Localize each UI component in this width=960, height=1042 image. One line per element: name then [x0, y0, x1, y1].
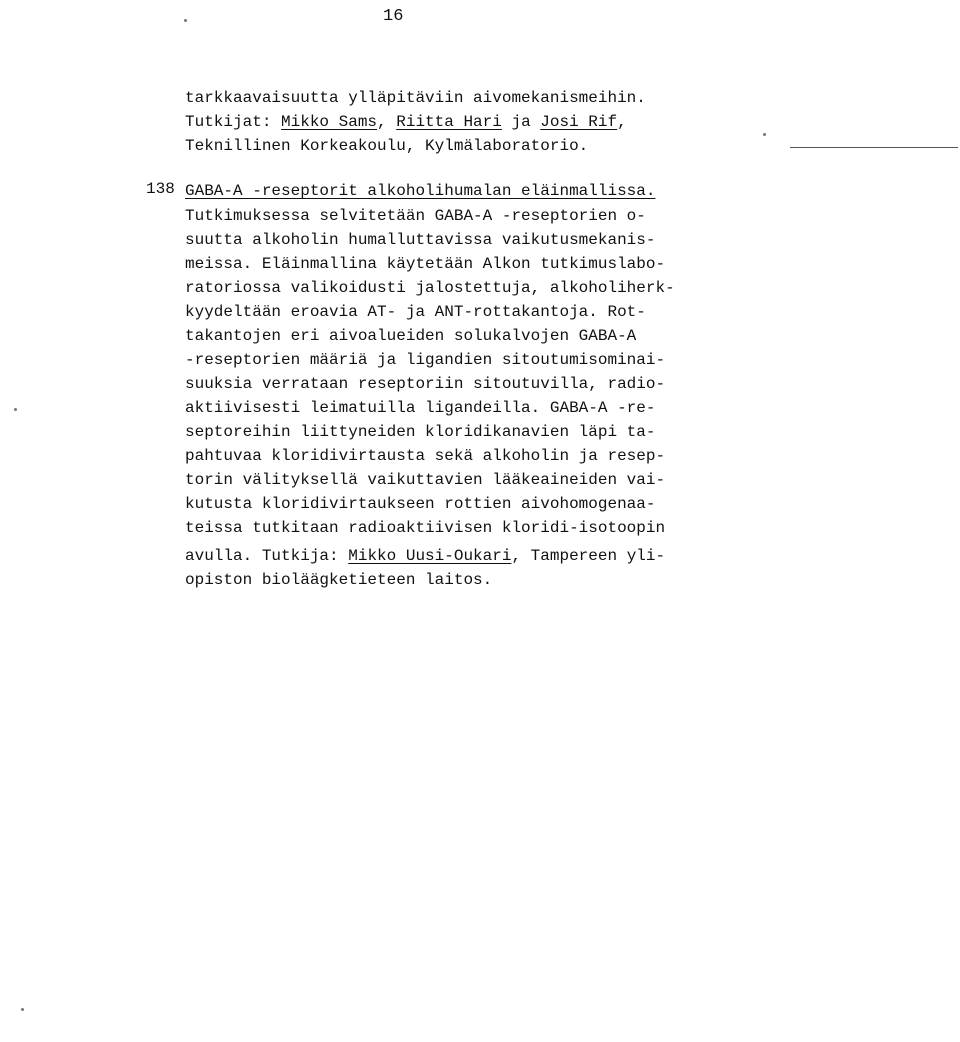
body-line: ratoriossa valikoidusti jalostettuja, alkoholiherk-: [185, 279, 675, 297]
separator: ,: [377, 113, 397, 131]
scan-speck: [763, 133, 766, 136]
researcher-suffix: , Tampereen yli-: [511, 547, 666, 565]
page-number: 16: [383, 7, 404, 26]
scan-speck: [184, 19, 187, 22]
researchers-prefix: Tutkijat:: [185, 113, 282, 131]
body-line: -reseptorien määriä ja ligandien sitoutumisominai-: [185, 351, 666, 369]
researcher-name: Mikko Uusi-Oukari: [348, 547, 512, 565]
body-line: meissa. Eläinmallina käytetään Alkon tutkimuslabo-: [185, 255, 666, 273]
body-line: torin välityksellä vaikuttavien lääkeaineiden vai-: [185, 471, 666, 489]
body-line: kyydeltään eroavia AT- ja ANT-rottakantoja. Rot-: [185, 303, 646, 321]
body-line: aktiivisesti leimatuilla ligandeilla. GABA-A -re-: [185, 399, 656, 417]
scan-speck: [14, 408, 17, 411]
researcher-line: [185, 546, 665, 566]
body-line: pahtuvaa kloridivirtausta sekä alkoholin ja resep-: [185, 447, 666, 465]
entry-number: 138: [146, 180, 175, 198]
body-line: takantojen eri aivoalueiden solukalvojen GABA-A: [185, 327, 637, 345]
researchers-line: [185, 112, 627, 132]
researcher-prefix: avulla. Tutkija:: [185, 547, 349, 565]
scan-edge-line: [790, 147, 958, 148]
entry-title: GABA-A -reseptorit alkoholihumalan eläinmallissa.: [185, 182, 656, 200]
body-line: suuksia verrataan reseptoriin sitoutuvilla, radio-: [185, 375, 666, 393]
institution-line: Teknillinen Korkeakoulu, Kylmälaboratorio.: [185, 137, 589, 155]
researcher-name: Mikko Sams: [281, 113, 378, 131]
body-line: septoreihin liittyneiden kloridikanavien läpi ta-: [185, 423, 656, 441]
scan-speck: [21, 1008, 24, 1011]
final-line: opiston bioläägketieteen laitos.: [185, 571, 493, 589]
body-line: kutusta kloridivirtaukseen rottien aivohomogenaa-: [185, 495, 656, 513]
researcher-name: Riitta Hari: [396, 113, 502, 131]
body-line: suutta alkoholin humalluttavissa vaikutusmekanis-: [185, 231, 656, 249]
continuation-line-1: tarkkaavaisuutta ylläpitäviin aivomekanismeihin.: [185, 89, 646, 107]
separator: ,: [617, 113, 627, 131]
body-line: teissa tutkitaan radioaktiivisen kloridi-isotoopin: [185, 519, 666, 537]
researcher-name: Josi Rif: [540, 113, 618, 131]
body-line: Tutkimuksessa selvitetään GABA-A -reseptorien o-: [185, 207, 646, 225]
separator: ja: [501, 113, 541, 131]
